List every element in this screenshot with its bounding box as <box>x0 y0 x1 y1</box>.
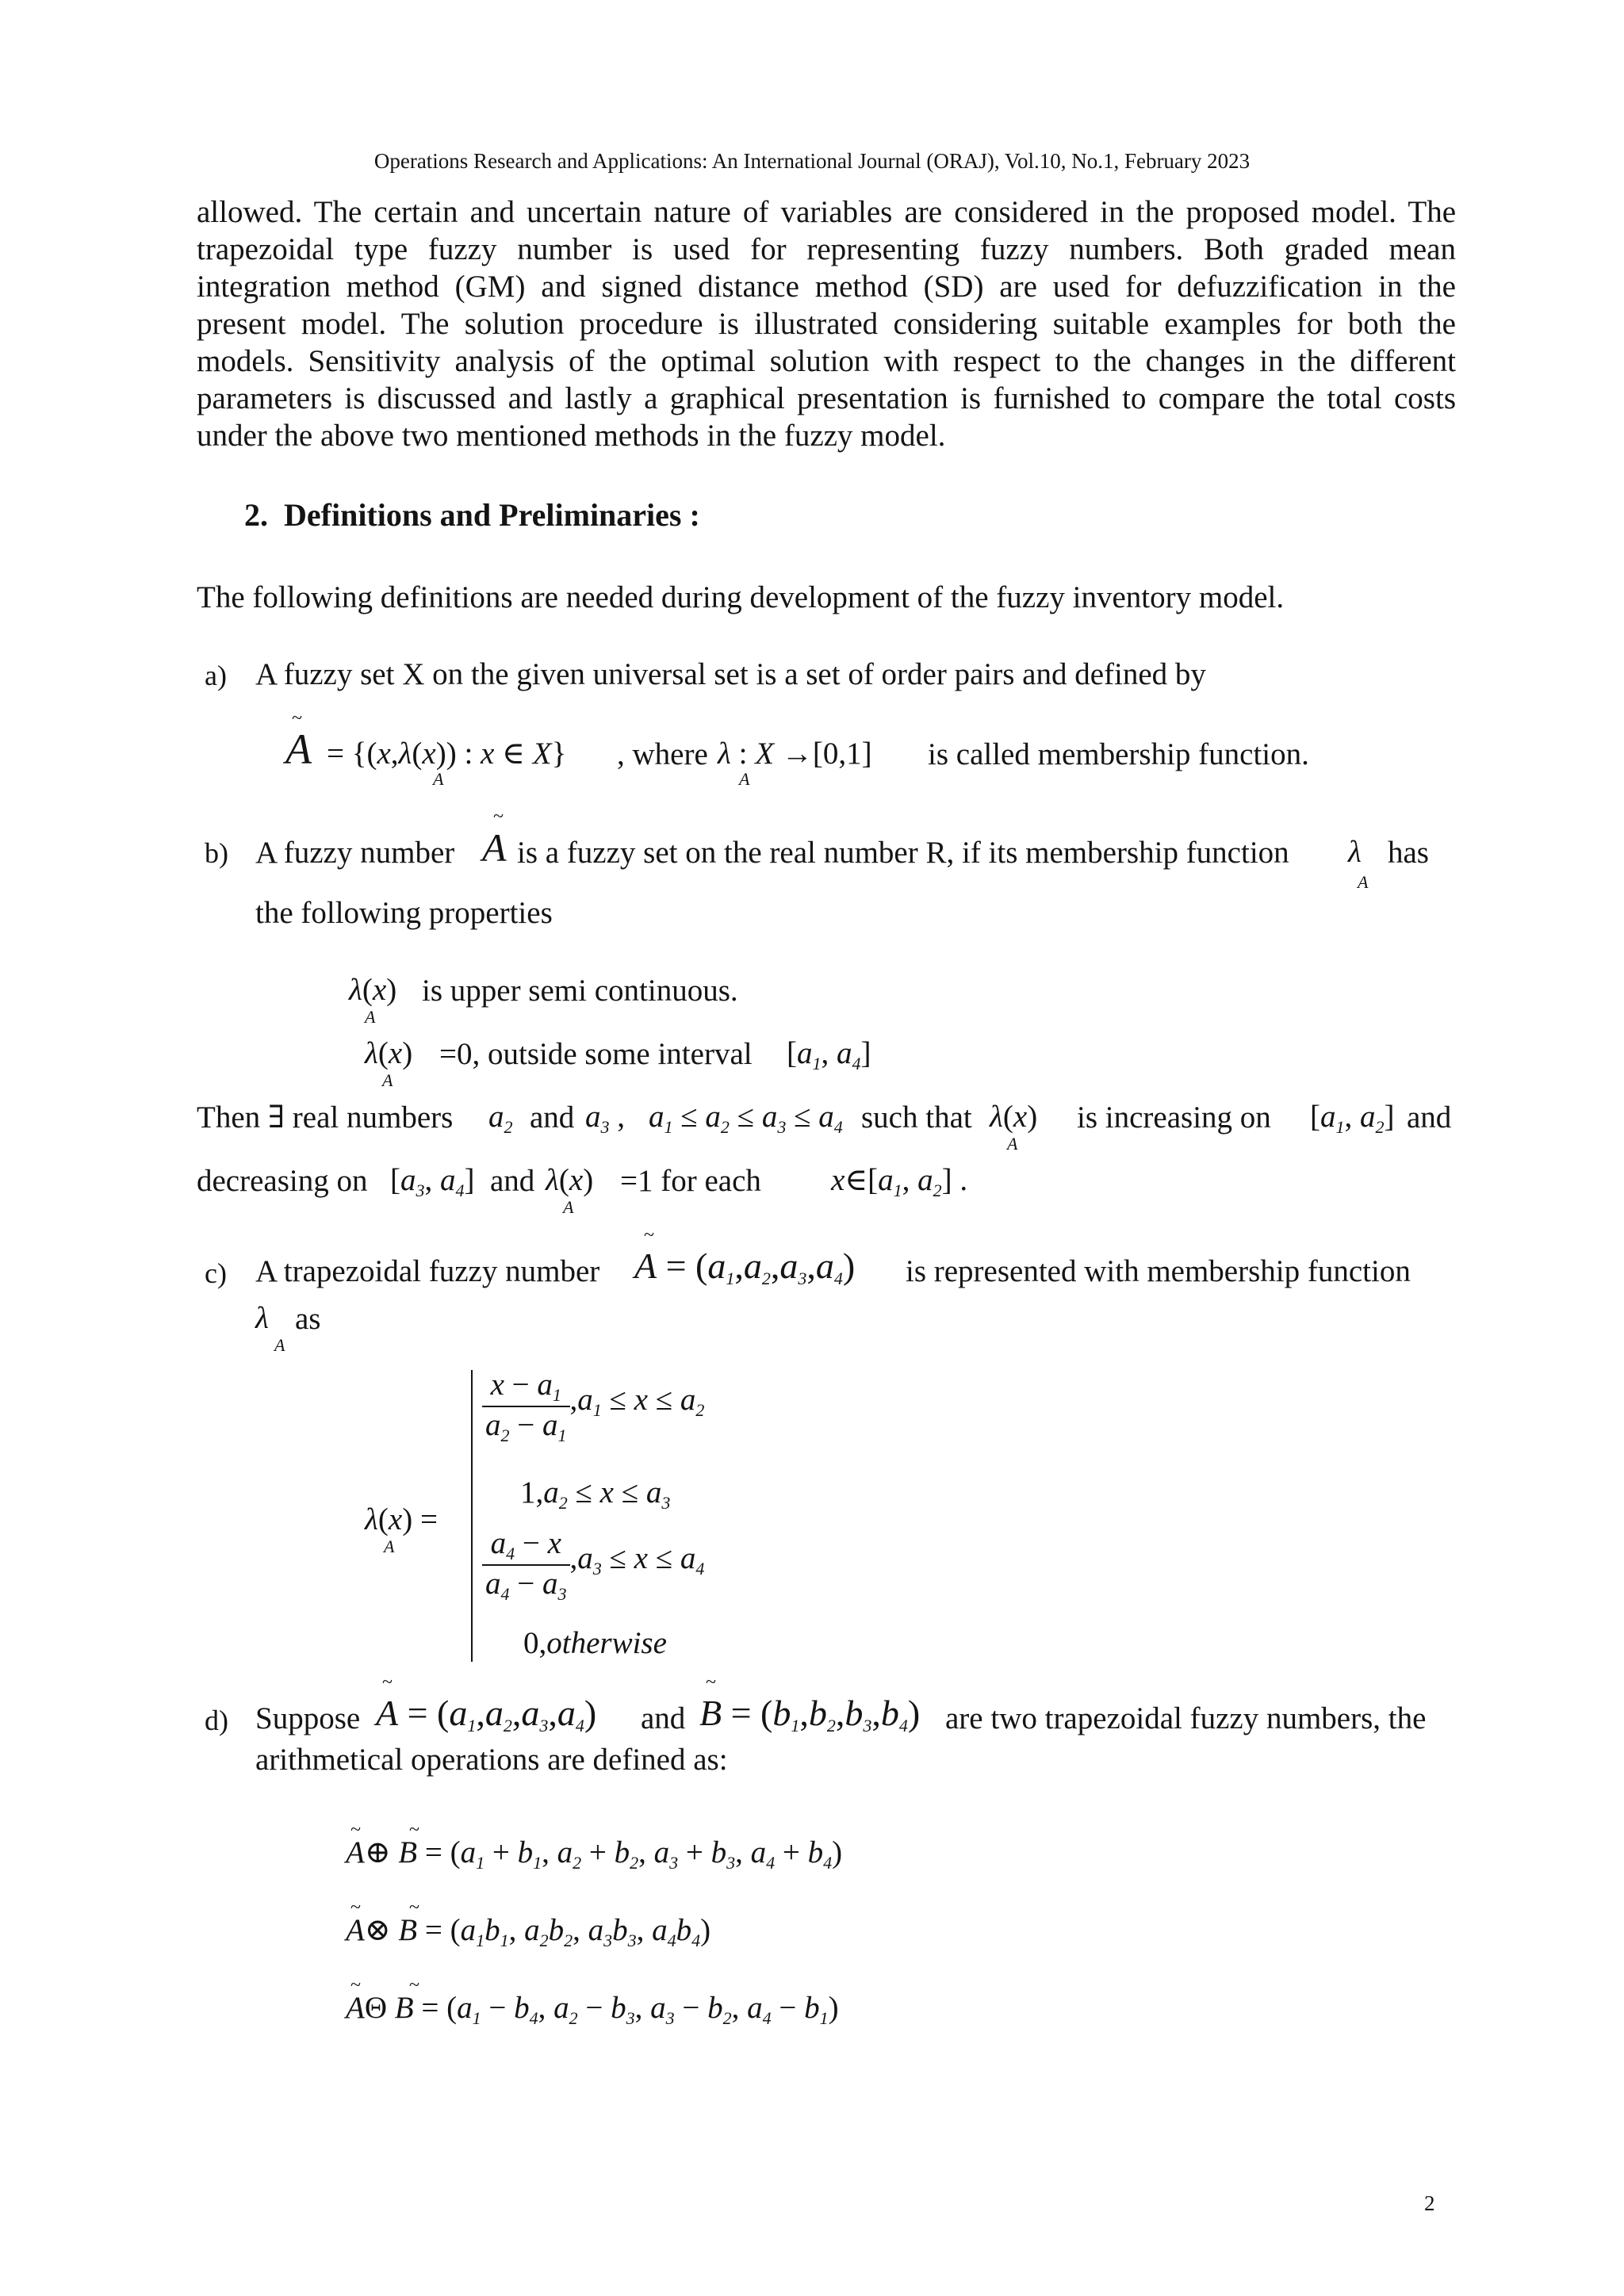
symbol-A: A <box>482 825 507 870</box>
subscript-A: A <box>433 769 444 789</box>
and-text: and <box>1407 1100 1452 1135</box>
then-text: Then ∃ real numbers <box>197 1100 454 1135</box>
case-4: 0,otherwise <box>523 1626 667 1660</box>
case-1: $\frac{x - a_1}{a_2 - a_1}$ $,a_1 \le x \le a_2$ <box>482 1367 704 1446</box>
paragraph-line: parameters is discussed and lastly a graphical presentation is furnished to compare the total costs <box>197 381 1456 415</box>
case-bar <box>471 1370 473 1662</box>
section-title: Definitions and Preliminaries : <box>284 497 700 533</box>
def-b-text1: A fuzzy number <box>255 836 455 870</box>
op-multiplication: ~ ~ A⊗ $B = (a_1b_1$, $a_2b_2$, $a_3b_3$, $a_4b_4$) <box>346 1897 711 1950</box>
then-and: and <box>530 1100 575 1135</box>
subscript-A: A <box>365 1007 376 1027</box>
symbol-A: A <box>285 725 312 773</box>
otherwise-text: otherwise <box>546 1626 667 1660</box>
op-subtraction: ~ ~ AΘ $B = (a_1 - b_4$, $a_2 - b_3$, $a_3 - b_2$, $a_4 - b_1$) <box>346 1975 839 2028</box>
property-1-text: is upper semi continuous. <box>422 974 738 1008</box>
subscript-A: A <box>274 1335 285 1355</box>
def-d-suppose: Suppose <box>255 1701 361 1735</box>
intro-sentence: The following definitions are needed during development of the fuzzy inventory model. <box>197 580 1285 614</box>
paragraph-line: under the above two mentioned methods in the fuzzy model. <box>197 419 946 453</box>
subscript-A: A <box>1007 1134 1018 1154</box>
def-d-text3: arithmetical operations are defined as: <box>255 1743 728 1777</box>
and2-text: and <box>490 1164 535 1198</box>
running-header: Operations Research and Applications: An International Journal (ORAJ), Vol.10, No.1, February 2023 <box>373 149 1251 173</box>
def-d-and: and <box>641 1701 686 1735</box>
tilde-mark: ~ <box>493 806 504 827</box>
tilde-mark: ~ <box>706 1672 716 1693</box>
paragraph-line: integration method (GM) and signed distance method (SD) are used for defuzzification in the <box>197 270 1456 304</box>
property-1: λ(x) A is upper semi continuous. <box>349 973 738 1027</box>
piecewise-function: λ(x) = A $\frac{x - a_1}{a_2 - a_1}$ $,a_1 \le x \le a_2$ $1,a_2 \le x \le a_3$ $\frac{a_4 - x}{a_4 - a_3}$ $,a_3 \le x \le a_4$ 0,otherwise <box>365 1368 705 1660</box>
def-a-label: a) <box>205 660 227 691</box>
then-line: Then ∃ real numbers $a_2$ and $a_3$ , $a_1 \le a_2 \le a_3 \le a_4$ such that λ(x) A is increasing on [$a_1$, $a_2$] and <box>197 1100 1452 1154</box>
subscript-A: A <box>384 1536 395 1556</box>
def-d-text2: are two trapezoidal fuzzy numbers, the <box>945 1701 1427 1735</box>
decreasing-text: decreasing on <box>197 1164 368 1198</box>
subscript-A: A <box>563 1197 574 1217</box>
def-c-text2: is represented with membership function <box>906 1254 1411 1288</box>
def-c-label: c) <box>205 1257 227 1289</box>
case-2: $1,a_2 \le x \le a_3$ <box>520 1475 671 1513</box>
def-b-text2: is a fuzzy set on the real number R, if its membership function <box>517 836 1289 870</box>
paragraph-line: allowed. The certain and uncertain nature of variables are considered in the proposed model. The <box>197 195 1456 229</box>
tilde-mark: ~ <box>292 708 302 729</box>
lambda-symbol: λ <box>1348 835 1362 869</box>
def-b-has: has <box>1388 836 1429 870</box>
def-c-as: as <box>295 1302 321 1336</box>
subscript-A: A <box>1358 872 1369 892</box>
called-text: is called membership function. <box>928 737 1309 771</box>
def-c-text1: A trapezoidal fuzzy number <box>255 1254 600 1288</box>
def-a-text: A fuzzy set X on the given universal set is a set of order pairs and defined by <box>255 657 1206 691</box>
def-c-as-line: λ A as <box>255 1301 321 1355</box>
def-d-line1: Suppose ~ $A = (a_1,a_2,a_3,a_4)$ and ~ $B = (b_1,b_2,b_3,b_4)$ are two trapezoidal fuzzy numbers, the <box>255 1673 1461 1744</box>
subscript-A: A <box>382 1070 393 1090</box>
paragraph-line: models. Sensitivity analysis of the optimal solution with respect to the changes in the different <box>197 344 1456 378</box>
decreasing-line: decreasing on [$a_3$, $a_4$] and λ(x) A =1 for each $x\in[a_1$, $a_2$] . <box>197 1163 968 1217</box>
case-3: $\frac{a_4 - x}{a_4 - a_3}$ $,a_3 \le x \le a_4$ <box>482 1525 704 1605</box>
def-d-label: d) <box>205 1705 228 1736</box>
membership-map: λ : X →[0,1] <box>718 737 872 771</box>
def-b-label: b) <box>205 837 228 869</box>
def-b-text3: the following properties <box>255 896 553 930</box>
such-that: such that <box>861 1100 972 1135</box>
section-number: 2. <box>244 497 268 533</box>
paragraph-line: present model. The solution procedure is illustrated considering suitable examples for both the <box>197 307 1456 341</box>
page-number: 2 <box>1424 2191 1435 2215</box>
def-a-formula <box>285 706 1396 793</box>
intro-paragraph <box>197 193 1456 454</box>
eq1-text: =1 for each <box>620 1164 761 1198</box>
op-addition: ~ ~ A⊕ $B = (a_1 + b_1$, $a_2 + b_2$, $a_3 + b_3$, $a_4 + b_4$) <box>346 1820 843 1873</box>
def-b-line1 <box>255 807 1461 902</box>
property-2-text: =0, outside some interval <box>439 1037 753 1071</box>
tilde-mark: ~ <box>644 1225 654 1246</box>
paragraph-line: trapezoidal type fuzzy number is used for representing fuzzy numbers. Both graded mean <box>197 232 1456 266</box>
set-definition: = {(x,λ(x)) : x ∈ X} <box>327 737 567 771</box>
section-heading <box>244 496 700 534</box>
property-2: λ(x) A =0, outside some interval [$a_1$, $a_4$] <box>365 1036 871 1090</box>
tilde-mark: ~ <box>382 1672 393 1693</box>
increasing-text: is increasing on <box>1077 1100 1271 1135</box>
subscript-A: A <box>739 769 750 789</box>
where-text: , where <box>617 737 708 771</box>
def-c-line1: A trapezoidal fuzzy number ~ $A = (a_1,a_2,a_3,a_4)$ is represented with membership function <box>255 1226 1461 1297</box>
